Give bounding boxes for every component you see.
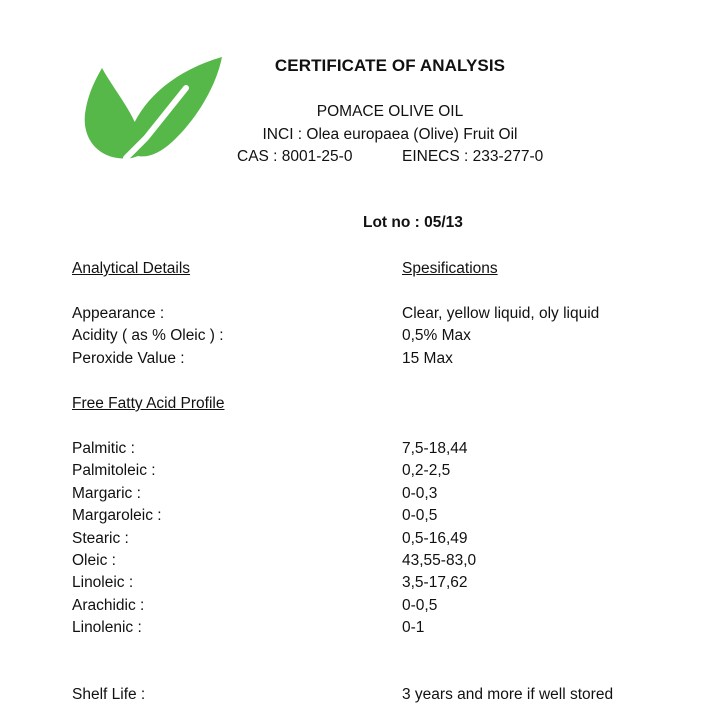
analytical-value: Clear, yellow liquid, oly liquid	[402, 305, 600, 322]
ffa-label: Arachidic :	[72, 597, 145, 614]
ffa-value: 43,55-83,0	[402, 552, 477, 569]
ffa-label: Stearic :	[72, 530, 129, 547]
analytical-details-heading: Analytical Details	[72, 260, 191, 277]
ffa-label: Margaroleic :	[72, 507, 162, 524]
ffa-label: Margaric :	[72, 485, 141, 502]
ffa-value: 0-0,5	[402, 507, 438, 524]
specifications-heading: Spesifications	[402, 260, 498, 277]
analytical-label: Acidity ( as % Oleic ) :	[72, 327, 224, 344]
cas-number: CAS : 8001-25-0	[237, 148, 353, 165]
ffa-value: 7,5-18,44	[402, 440, 468, 457]
analytical-label: Peroxide Value :	[72, 350, 185, 367]
analytical-value: 0,5% Max	[402, 327, 471, 344]
product-name: POMACE OLIVE OIL	[316, 103, 464, 120]
inci-name: INCI : Olea europaea (Olive) Fruit Oil	[262, 126, 518, 143]
analytical-label: Appearance :	[72, 305, 165, 322]
lot-number: Lot no : 05/13	[363, 214, 463, 231]
ffa-label: Palmitoleic :	[72, 462, 156, 479]
ffa-value: 0,5-16,49	[402, 530, 468, 547]
analytical-value: 15 Max	[402, 350, 453, 367]
ffa-value: 0-0,5	[402, 597, 438, 614]
document-title: CERTIFICATE OF ANALYSIS	[274, 56, 506, 75]
einecs-number: EINECS : 233-277-0	[402, 148, 544, 165]
ffa-value: 3,5-17,62	[402, 574, 468, 591]
ffa-label: Palmitic :	[72, 440, 135, 457]
shelf-life-value: 3 years and more if well stored	[402, 686, 614, 703]
ffa-label: Linolenic :	[72, 619, 142, 636]
shelf-life-label: Shelf Life :	[72, 686, 146, 703]
ffa-value: 0,2-2,5	[402, 462, 451, 479]
ffa-value: 0-0,3	[402, 485, 438, 502]
free-fatty-acid-heading: Free Fatty Acid Profile	[72, 395, 225, 412]
ffa-label: Oleic :	[72, 552, 116, 569]
ffa-value: 0-1	[402, 619, 425, 636]
ffa-label: Linoleic :	[72, 574, 134, 591]
